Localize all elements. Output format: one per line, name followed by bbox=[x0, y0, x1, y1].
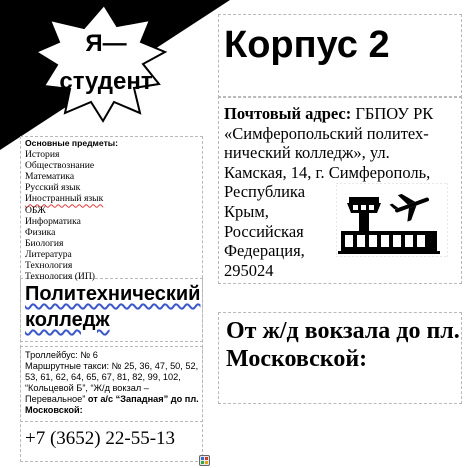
address-line-5: Республика bbox=[224, 182, 306, 202]
badge-line-2: студент bbox=[59, 68, 153, 95]
address-line-7: Российская bbox=[224, 221, 304, 241]
address-label: Почтовый адрес: bbox=[224, 104, 352, 123]
minibus-destination: “Западная” до пл. Московской: bbox=[25, 394, 199, 415]
subjects-list bbox=[25, 138, 200, 282]
subject-item: История bbox=[25, 149, 60, 161]
airport-icon bbox=[336, 183, 448, 257]
subject-item: ОБЖ bbox=[25, 204, 46, 216]
address-line-4: Камская, 14, г. Симферополь, bbox=[224, 162, 431, 182]
subject-item: Технология (ИП) bbox=[25, 271, 95, 283]
subjects-heading: Основные предметы: bbox=[25, 138, 118, 148]
subject-item: Технология bbox=[25, 260, 73, 272]
minibus-line bbox=[25, 361, 200, 416]
transport-info bbox=[25, 350, 200, 416]
address-line-3: нический колледж», ул. bbox=[224, 143, 390, 163]
minibus-from: от а/с bbox=[87, 394, 114, 404]
subject-item: Математика bbox=[25, 171, 75, 183]
address-line-8: Федерация, bbox=[224, 241, 305, 261]
station-directions: От ж/д вокзала до пл. Московской: bbox=[226, 318, 460, 372]
minibus-intro: Маршрутные такси: № bbox=[25, 361, 122, 371]
subject-item: Литература bbox=[25, 248, 72, 260]
subject-item: Обществознание bbox=[25, 160, 95, 172]
address-line-9: 295024 bbox=[224, 260, 274, 280]
college-name bbox=[25, 281, 200, 333]
subject-item: Физика bbox=[25, 226, 56, 238]
trolleybus-line: Троллейбус: № 6 bbox=[25, 350, 98, 360]
address-line-2: «Симферопольский политех- bbox=[224, 123, 429, 143]
address-line-6: Крым, bbox=[224, 201, 269, 221]
subject-item: Иностранный язык bbox=[25, 193, 104, 205]
subject-item: Русский язык bbox=[25, 182, 81, 194]
college-line-2: колледж bbox=[25, 309, 110, 331]
app-icon[interactable] bbox=[199, 455, 210, 466]
subject-item: Биология bbox=[25, 237, 64, 249]
subject-item: Информатика bbox=[25, 215, 81, 227]
college-line-1: Политехнический bbox=[25, 283, 201, 305]
badge-line-1: Я— bbox=[85, 30, 127, 57]
address-line-1: ГБПОУ РК bbox=[355, 104, 434, 123]
phone-number: +7 (3652) 22-55-13 bbox=[25, 428, 176, 449]
minibus-numbers: 25, 36, 47, 50, 52, 53, 61, 62, 64, 65, 67, 81, 82, 99, 102, “Кольцевой Б”, “Ж/д вокзал – Перевальное” bbox=[25, 361, 199, 404]
building-title: Корпус 2 bbox=[224, 24, 390, 66]
